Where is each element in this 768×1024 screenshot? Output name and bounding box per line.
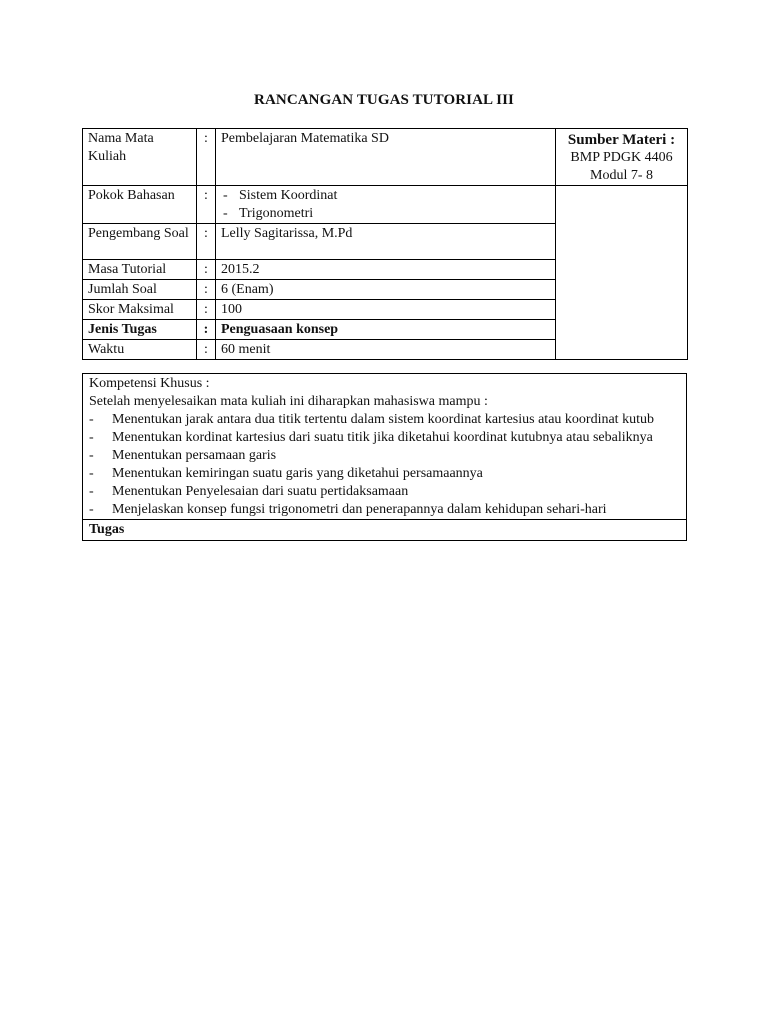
row-nama-mata-kuliah	[83, 129, 688, 186]
label-jumlah-soal: Jumlah Soal	[83, 280, 197, 300]
dash-bullet: -	[89, 448, 94, 463]
value-pengembang-soal: Lelly Sagitarissa, M.Pd	[216, 224, 556, 260]
colon-separator: :	[197, 186, 216, 224]
label-pengembang-soal: Pengembang Soal	[83, 224, 197, 260]
value-nama-mata-kuliah: Pembelajaran Matematika SD	[216, 129, 556, 186]
colon-separator: :	[197, 129, 216, 186]
colon-separator: :	[197, 320, 216, 340]
kompetensi-item: Menentukan kordinat kartesius dari suatu titik jika diketahui koordinat kutubnya atau sebaliknya	[112, 430, 653, 445]
value-jenis-tugas: Penguasaan konsep	[216, 320, 556, 340]
list-item	[89, 501, 680, 519]
tugas-label: Tugas	[83, 519, 686, 540]
sumber-materi-bmp: BMP PDGK 4406	[570, 150, 673, 165]
pokok-bahasan-list	[221, 187, 550, 223]
label-nama-mata-kuliah: Nama Mata Kuliah	[83, 129, 197, 186]
sumber-materi-cell	[556, 129, 688, 186]
kompetensi-heading: Kompetensi Khusus :	[89, 376, 210, 391]
list-item	[221, 187, 550, 205]
sumber-materi-modul: Modul 7- 8	[590, 168, 653, 183]
kompetensi-intro: Setelah menyelesaikan mata kuliah ini diharapkan mahasiswa mampu :	[89, 394, 488, 409]
kompetensi-body	[83, 374, 686, 519]
kompetensi-item: Menentukan Penyelesaian dari suatu pertidaksamaan	[112, 484, 409, 499]
dash-bullet: -	[223, 206, 228, 221]
document-title: RANCANGAN TUGAS TUTORIAL III	[254, 92, 514, 108]
kompetensi-item: Menentukan jarak antara dua titik tertentu dalam sistem koordinat kartesius atau koordinat kutub	[112, 412, 654, 427]
value-masa-tutorial: 2015.2	[216, 260, 556, 280]
list-item	[89, 483, 680, 501]
list-item	[89, 447, 680, 465]
colon-separator: :	[197, 260, 216, 280]
dash-bullet: -	[89, 484, 94, 499]
label-pokok-bahasan: Pokok Bahasan	[83, 186, 197, 224]
value-skor-maksimal: 100	[216, 300, 556, 320]
colon-separator: :	[197, 300, 216, 320]
dash-bullet: -	[89, 430, 94, 445]
label-jenis-tugas: Jenis Tugas	[83, 320, 197, 340]
pokok-bahasan-item: Trigonometri	[239, 206, 314, 221]
sumber-materi-title: Sumber Materi :	[567, 132, 676, 148]
value-jumlah-soal: 6 (Enam)	[216, 280, 556, 300]
row-pokok-bahasan	[83, 186, 688, 224]
list-item	[221, 205, 550, 223]
label-skor-maksimal: Skor Maksimal	[83, 300, 197, 320]
label-masa-tutorial: Masa Tutorial	[83, 260, 197, 280]
dash-bullet: -	[89, 502, 94, 517]
colon-separator: :	[197, 340, 216, 360]
course-info-table	[82, 128, 688, 360]
kompetensi-item: Menjelaskan konsep fungsi trigonometri dan penerapannya dalam kehidupan sehari-hari	[112, 502, 607, 517]
list-item	[89, 429, 680, 447]
kompetensi-item: Menentukan kemiringan suatu garis yang diketahui persamaannya	[112, 466, 483, 481]
colon-separator: :	[197, 280, 216, 300]
list-item	[89, 411, 680, 429]
value-pokok-bahasan	[216, 186, 556, 224]
label-waktu: Waktu	[83, 340, 197, 360]
dash-bullet: -	[89, 466, 94, 481]
sumber-materi-empty-cell	[556, 186, 688, 360]
dash-bullet: -	[89, 412, 94, 427]
list-item	[89, 465, 680, 483]
pokok-bahasan-item: Sistem Koordinat	[239, 188, 338, 203]
kompetensi-box	[82, 373, 687, 541]
kompetensi-item: Menentukan persamaan garis	[112, 448, 277, 463]
value-waktu: 60 menit	[216, 340, 556, 360]
colon-separator: :	[197, 224, 216, 260]
kompetensi-list	[89, 411, 680, 519]
dash-bullet: -	[223, 188, 228, 203]
